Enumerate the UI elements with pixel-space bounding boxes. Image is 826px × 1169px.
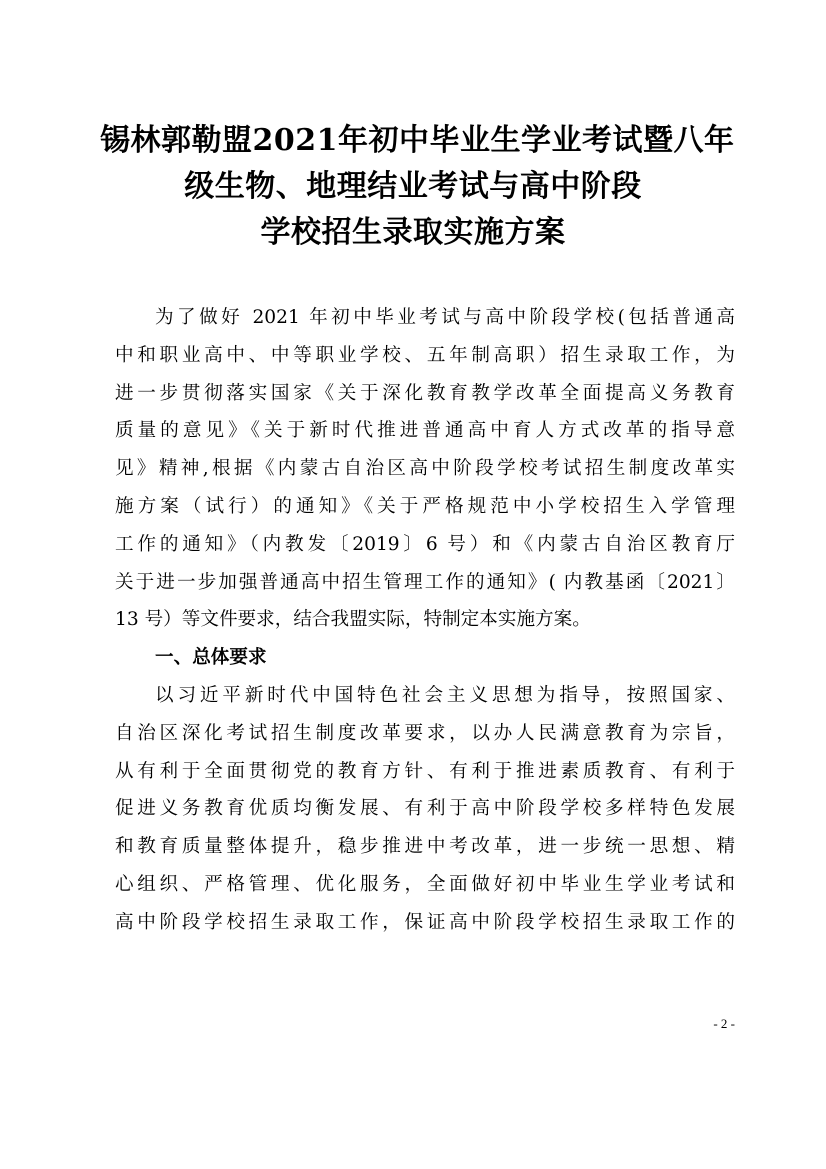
section1-line-5: 和教育质量整体提升，稳步推进中考改革，进一步统一思想、精 [115,836,735,858]
title-line-3: 学校招生录取实施方案 [260,215,566,250]
document-title [100,118,735,256]
intro-line-1: 为了做好 2021 年初中毕业考试与高中阶段学校(包括普通高 [155,307,735,328]
document-body [115,299,735,942]
intro-line-6: 施方案（试行）的通知》《关于严格规范中小学校招生入学管理 [115,495,735,517]
section1-line-4: 促进义务教育优质均衡发展、有利于高中阶段学校多样特色发展 [115,798,735,820]
intro-line-7: 工作的通知》（内教发〔2019〕6 号）和《内蒙古自治区教育厅 [115,533,735,555]
intro-line-3: 进一步贯彻落实国家《关于深化教育教学改革全面提高义务教育 [115,382,735,404]
intro-line-5: 见》精神,根据《内蒙古自治区高中阶段学校考试招生制度改革实 [115,458,735,480]
section1-line-2: 自治区深化考试招生制度改革要求，以办人民满意教育为宗旨， [115,722,735,744]
title-line-1: 锡林郭勒盟2021年初中毕业生学业考试暨八年 [100,123,735,158]
section1-line-3: 从有利于全面贯彻党的教育方针、有利于推进素质教育、有利于 [115,760,735,782]
intro-line-2: 中和职业高中、中等职业学校、五年制高职）招生录取工作，为 [115,344,735,366]
intro-line-9: 13 号）等文件要求，结合我盟实际，特制定本实施方案。 [115,609,591,631]
section1-line-6: 心组织、严格管理、优化服务，全面做好初中毕业生学业考试和 [115,873,735,895]
page-number: - 2 - [713,1016,735,1031]
section1-line-1: 以习近平新时代中国特色社会主义思想为指导，按照国家、 [155,684,735,706]
intro-line-8: 关于进一步加强普通高中招生管理工作的通知》( 内教基函〔2021〕 [115,571,735,593]
intro-line-4: 质量的意见》《关于新时代推进普通高中育人方式改革的指导意 [115,420,735,442]
section1-line-7: 高中阶段学校招生录取工作，保证高中阶段学校招生录取工作的 [115,911,735,933]
title-line-2: 级生物、地理结业考试与高中阶段 [184,169,642,204]
section-heading-overall-requirements: 一、总体要求 [155,647,267,669]
